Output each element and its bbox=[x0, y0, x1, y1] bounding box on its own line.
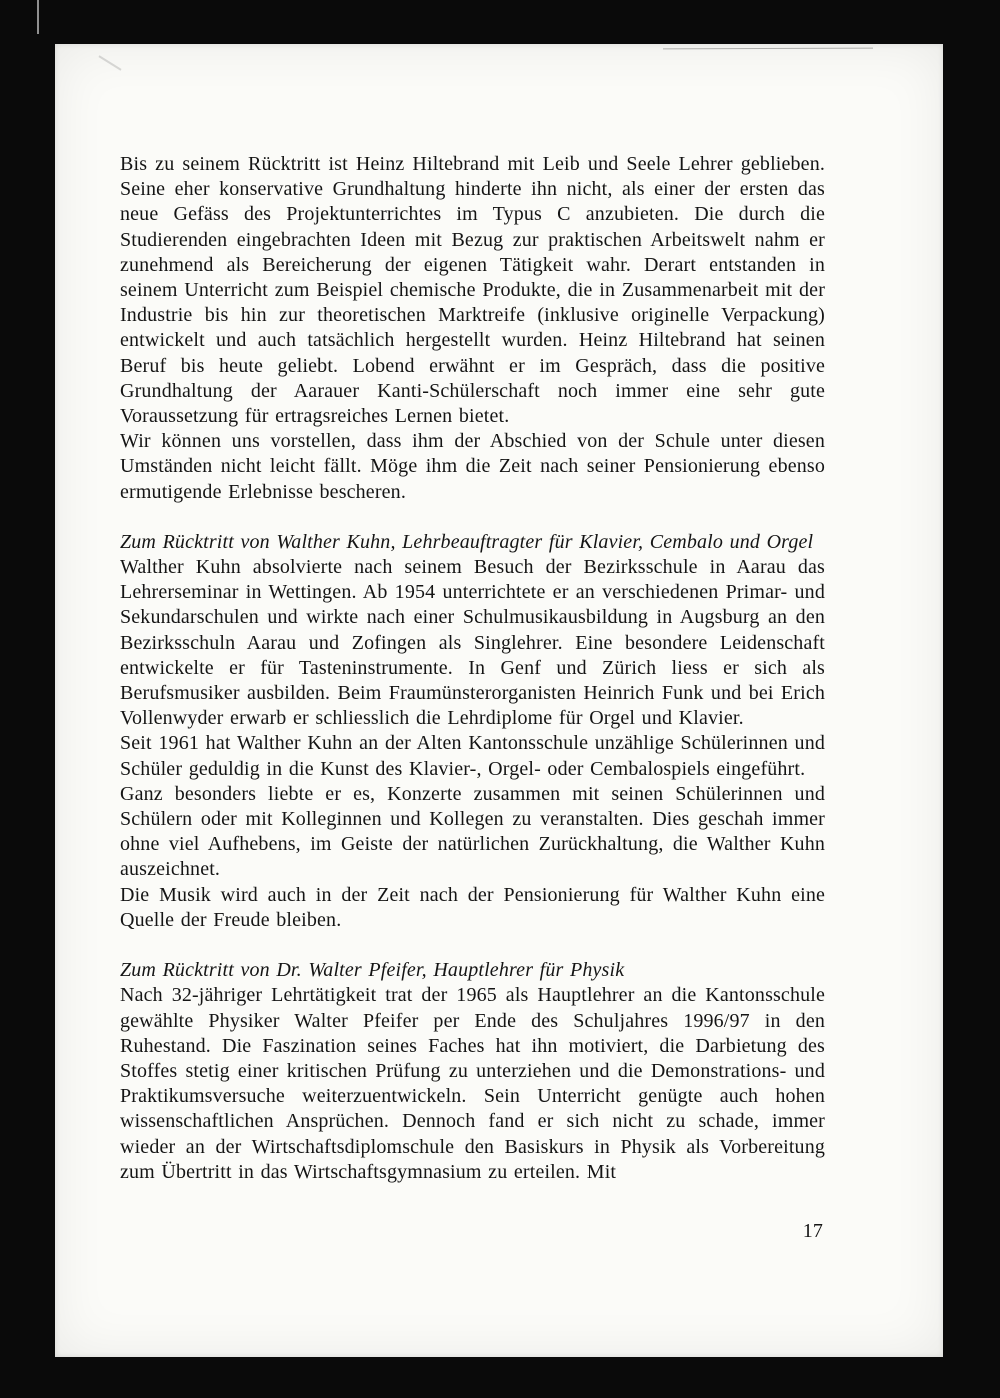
paragraph-hiltebrand-farewell: Wir können uns vorstellen, dass ihm der Abschied von der Schule unter diesen Umständen nicht leicht fällt. Möge ihm die Zeit nach seiner Pensionierung ebenso ermutigende Erlebnisse bescheren. bbox=[120, 430, 825, 503]
document-page bbox=[55, 44, 943, 1357]
paragraph-kuhn-biography: Walther Kuhn absolvierte nach seinem Besuch der Bezirksschule in Aarau das Lehrerseminar in Wettingen. Ab 1954 unterrichtete er an verschiedenen Primar- und Sekundarschulen und wirkte nach einer Schulmusikausbildung in Augsburg an den Bezirksschuln Aarau und Zofingen als Singlehrer. Eine besondere Leidenschaft entwickelte er für Tasteninstrumente. In Genf und Zürich liess er sich als Berufsmusiker ausbilden. Beim Fraumünsterorganisten Heinrich Funk und bei Erich Vollenwyder erwarb er schliesslich die Lehrdiplome für Orgel und Klavier. bbox=[120, 556, 825, 730]
page-number: 17 bbox=[802, 1219, 823, 1242]
section-heading-pfeifer: Zum Rücktritt von Dr. Walter Pfeifer, Hauptlehrer für Physik bbox=[120, 959, 625, 982]
paragraph-pfeifer-biography: Nach 32-jähriger Lehrtätigkeit trat der 1965 als Hauptlehrer an die Kantonsschule gewählte Physiker Walter Pfeifer per Ende des Schuljahres 1996/97 in den Ruhestand. Die Faszination seines Faches hat ihn motiviert, die Darbietung des Stoffes stetig einer kritischen Prüfung zu unterziehen und die Demonstrations- und Praktikumsversuche weiterzuentwickeln. Sein Unterricht genügte auch hohen wissenschaftlichen Ansprüchen. Dennoch fand er sich nicht zu schade, immer wieder an der Wirtschaftsdiplomschule den Basiskurs in Physik als Vorbereitung zum Übertritt in das Wirtschaftsgymnasium zu erteilen. Mit bbox=[120, 984, 825, 1183]
paragraph-kuhn-closing: Die Musik wird auch in der Zeit nach der Pensionierung für Walther Kuhn eine Quelle der Freude bleiben. bbox=[120, 883, 825, 931]
page-body bbox=[120, 152, 825, 1244]
scan-artifact-line bbox=[663, 48, 873, 50]
paragraph-kuhn-concerts: Ganz besonders liebte er es, Konzerte zusammen mit seinen Schülerinnen und Schülern oder mit Kolleginnen und Kollegen zu veranstalten. Dies geschah immer ohne viel Aufhebens, im Geiste der natürlichen Zurückhaltung, die Walther Kuhn auszeichnet. bbox=[120, 782, 825, 881]
paragraph-hiltebrand-retirement: Bis zu seinem Rücktritt ist Heinz Hiltebrand mit Leib und Seele Lehrer geblieben. Seine eher konservative Grundhaltung hinderte ihn nicht, als einer der ersten das neue Gefäss des Projektunterrichtes im Typus C anzubieten. Die durch die Studierenden eingebrachten Ideen mit Bezug zur praktischen Arbeitswelt nahm er zunehmend als Bereicherung der eigenen Tätigkeit wahr. Derart entstanden in seinem Unterricht zum Beispiel chemische Produkte, die in Zusammenarbeit mit der Industrie bis hin zur theoretischen Marktreife (inklusive originelle Verpackung) entwickelt und auch tatsächlich hergestellt wurden. Heinz Hiltebrand hat seinen Beruf bis heute geliebt. Lobend erwähnt er im Gespräch, dass die positive Grundhaltung der Aarauer Kanti-Schülerschaft noch immer eine sehr gute Voraussetzung für ertragsreiches Lernen bietet. bbox=[120, 153, 825, 428]
scan-artifact-mark bbox=[98, 55, 121, 70]
section-heading-kuhn: Zum Rücktritt von Walther Kuhn, Lehrbeauftragter für Klavier, Cembalo und Orgel bbox=[120, 530, 814, 553]
paragraph-kuhn-teaching: Seit 1961 hat Walther Kuhn an der Alten Kantonsschule unzählige Schülerinnen und Schüler geduldig in die Kunst des Klavier-, Orgel- oder Cembalospiels eingeführt. bbox=[120, 732, 825, 780]
scan-edge-artifact bbox=[37, 0, 39, 34]
